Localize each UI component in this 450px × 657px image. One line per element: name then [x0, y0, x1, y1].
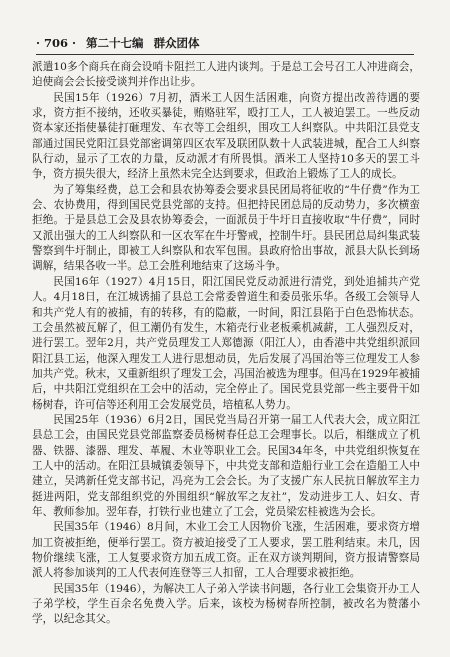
paragraph: 为了筹集经费，总工会和县农协筹委会要求县民团局将征收的“牛仔费”作为工会、农协费用，得到国民党县党部的支持。但把持民团总局的反动势力，多次横蛮拒绝。于是县总工会及县农协筹委会，一面派员于牛圩日直接收取“牛仔费”，同时又派出强大的工人纠察队和一区农军在牛圩警戒，控制牛圩。县民团总局纠集武装警察到牛圩制止，即被工人纠察队和农军包围。县政府恰出事故，派县大队长到场调解，结果各收一半。总工会胜利地结束了这场斗争。 — [32, 183, 420, 273]
chapter-title: 第二十七编 — [86, 36, 144, 50]
page-number: · 706 · — [36, 36, 77, 50]
section-title: 群众团体 — [153, 36, 200, 50]
body-text — [32, 60, 420, 635]
paragraph: 民国16年（1927）4月15日，阳江国民党反动派进行清党，到处追捕共产党人。4月18日，在江城诱捕了县总工会常委曾道生和委员张乐华。各级工会领导人和共产党人有的被捕，有的转移，有的隐蔽，一时间，阳江县陷于白色恐怖状态。工会虽然被瓦解了，但工潮仍有发生，木箱壳行业老板乘机减薪，工人强烈反对，进行罢工。翌年2月，共产党员理发工人郑德源（阳江人），由香港中共党组织派回阳江县工运，他深入理发工人进行思想动员，先后发展了冯国治等三位理发工人参加共产党。秋末，又重新组织了理发工会，冯国治被选为理事。但冯在1929年被捕后，中共阳江党组织在工会中的活动，完全停止了。国民党县党部一些主要骨干如杨树春，许可信等还利用工会发展党员，培植私人势力。 — [32, 275, 420, 411]
paragraph: 民国35年（1946），为解决工人子弟入学读书问题，各行业工会集资开办工人子弟学校，学生百余名免费入学。后来，该校为杨树春所控制，被改名为赞藩小学，以纪念其父。 — [32, 582, 420, 626]
paragraph: 民国25年（1936）6月2日，国民党当局召开第一届工人代表大会，成立阳江县总工会，由国民党县党部监察委员杨树春任总工会理事长。以后，相继成立了机器、铁器、漆器、理发、革履、木业等职业工会。民国34年冬，中共党组织恢复在工人中的活动。在阳江县城镇委领导下，中共党支部和造船行业工会在造船工人中建立，吴鸿新任党支部书记，冯亮为工会会长。为了支援广东人民抗日解放军主力挺进两阳，党支部组织党的外围组织“解放军之友社”，发动进步工人、妇女、青年、教师参加。翌年春，打铁行业也建立了工会，党员梁宏桂被选为会长。 — [32, 413, 420, 518]
paragraph: 民国35年（1946）8月间，木业工会工人因物价飞涨，生活困难，要求资方增加工资被拒绝，便举行罢工。资方被迫接受了工人要求，罢工胜利结束。未几，因物价继续飞涨，工人复要求资方加五成工资。正在双方谈判期间，资方报请警察局派人将参加谈判的工人代表何连登等三人扣留，工人合理要求被拒绝。 — [32, 521, 420, 580]
paragraph: 民国15年（1926）7月初，酒米工人因生活困难，向资方提出改善待遇的要求，资方拒不接纳，还收买暴徒，贿赂驻军，殴打工人，工人被迫罢工。一些反动资本家还指使暴徒打砸理发、车衣等工会组织，围攻工人纠察队。中共阳江县党支部通过国民党阳江县党部密调第四区农军及联团队数十人武装进城，配合工人纠察队行动，显示了工农的力量，反动派才有所畏惧。酒米工人坚持10多天的罢工斗争，资方损失很大，经济上虽然未完全达到要求，但政治上锻炼了工人的成长。 — [32, 91, 420, 181]
header-rule — [36, 54, 414, 55]
page-header — [36, 36, 414, 50]
paragraph: 派遣10多个商兵在商会设哨卡阻拦工人进内谈判。于是总工会号召工人冲进商会，迫使商会会长接受谈判并作出让步。 — [32, 61, 420, 89]
